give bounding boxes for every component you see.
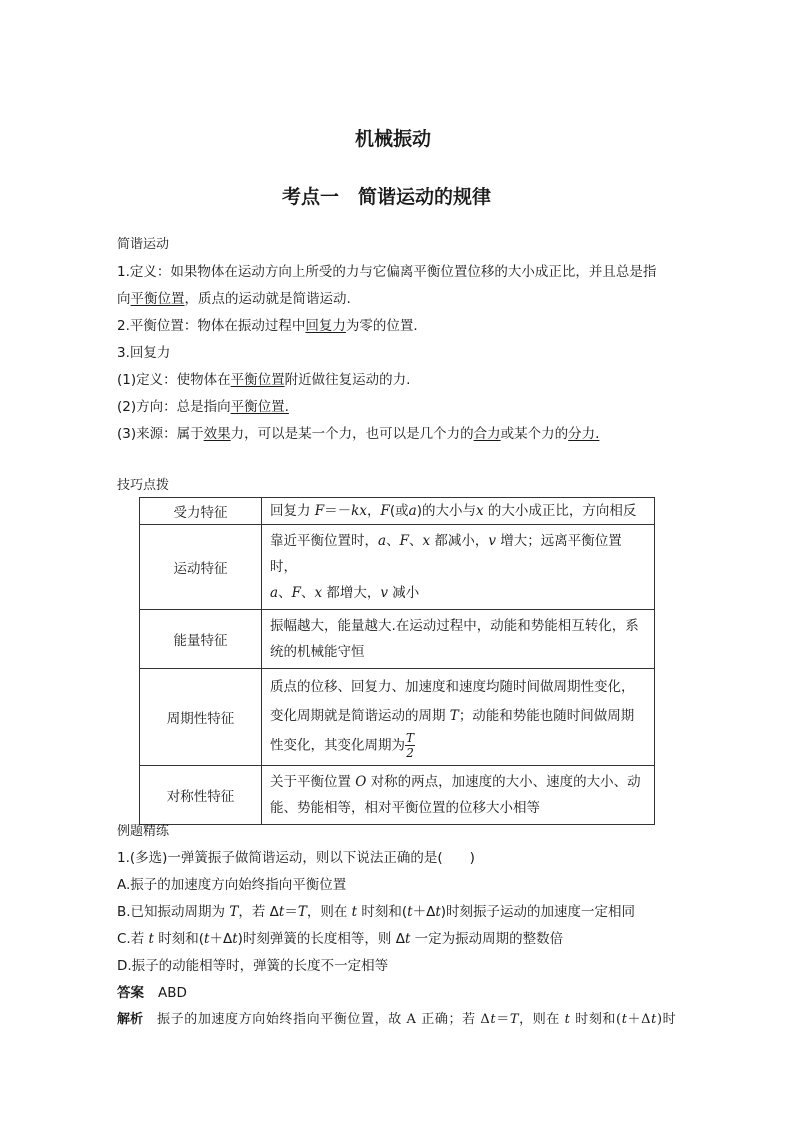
text-run: ＝ (284, 904, 298, 920)
restoring-source (117, 422, 599, 442)
math-var: T (449, 708, 459, 725)
text-run: (3)来源：属于 (117, 426, 204, 442)
option-b (117, 900, 635, 920)
text-run: ，则在 (519, 1012, 565, 1027)
text-run: 增大；远离平衡位置时， (270, 533, 622, 575)
text-run: 减小 (388, 585, 420, 601)
text-run: )时刻弹簧的长度相等，则 Δ (237, 931, 405, 947)
math-var: F (399, 533, 409, 549)
row-key: 能量特征 (140, 610, 262, 669)
underlined-term: 平衡位置 (230, 372, 285, 388)
text-run: 时刻和( (357, 904, 408, 920)
math-var: t (435, 904, 441, 920)
text-run: 附近做往复运动的力. (284, 372, 411, 388)
fraction-numerator: T (406, 731, 415, 746)
text-run: 或某个力的 (500, 426, 569, 442)
math-var: t (351, 904, 358, 920)
math-var: T (509, 1012, 520, 1027)
underlined-term: 平衡位置. (230, 399, 289, 415)
text-run: 时刻和( (570, 1012, 622, 1027)
option-d: D.振子的动能相等时，弹簧的长度不一定相等 (117, 958, 389, 974)
math-var: F (314, 503, 325, 519)
math-var: t (651, 1012, 657, 1027)
basics-heading: 简谐运动 (117, 237, 170, 252)
text-run: 时刻和( (153, 931, 205, 947)
text-run: C.若 (117, 931, 149, 947)
text-run: ＋Δ (209, 931, 233, 947)
text-run: 都减小， (430, 533, 489, 549)
features-table (139, 497, 655, 825)
text-run: 质点的位移、回复力、加速度和速度均随时间做周期性变化， (270, 679, 635, 696)
text-run: (2)方向：总是指向 (117, 399, 231, 415)
math-var: O (355, 774, 367, 790)
text-run: 变化周期就是简谐运动的周期 (270, 708, 450, 725)
text-run: (或 (389, 503, 409, 519)
math-var: t (148, 931, 154, 947)
text-run: 回复力 (270, 503, 315, 519)
text-run: 统的机械能守恒 (270, 644, 365, 660)
row-value (262, 766, 655, 825)
row-value (262, 498, 655, 525)
text-run: 2.平衡位置：物体在振动过程中 (117, 318, 306, 334)
answer-label: 答案 (117, 985, 144, 1001)
row-key: 受力特征 (140, 498, 262, 525)
text-run: 对称的两点，加速度的大小、速度的大小、动 (366, 774, 641, 790)
page-title: 机械振动 (355, 128, 432, 150)
underlined-term: 分力. (568, 426, 600, 442)
math-var: a (270, 585, 279, 601)
table-row (140, 766, 655, 825)
text-run: )的大小与 (416, 503, 476, 519)
math-var: T (297, 904, 307, 920)
text-run: 关于平衡位置 (270, 774, 356, 790)
text-run: (1)定义：使物体在 (117, 372, 231, 388)
math-var: kx (351, 503, 367, 519)
math-var: x (422, 533, 431, 549)
math-var: t (407, 904, 413, 920)
text-run: ，质点的运动就是简谐运动. (184, 291, 351, 307)
math-var: T (229, 904, 239, 920)
table-row (140, 498, 655, 525)
text-run: 的大小成正比，方向相反 (483, 503, 637, 519)
text-run: 振子的加速度方向始终指向平衡位置，故 A 正确；若 Δ (157, 1012, 491, 1027)
option-c (117, 927, 563, 947)
text-run: 能、势能相等，相对平衡位置的位移大小相等 (270, 800, 540, 816)
math-var: t (564, 1012, 571, 1027)
analysis-line (117, 1008, 676, 1027)
answer-value: ABD (158, 985, 187, 1001)
restoring-direction (117, 395, 289, 415)
underlined-term: 平衡位置 (130, 291, 185, 307)
math-var: a (408, 503, 417, 519)
text-run: )时刻振子运动的加速度一定相同 (440, 904, 636, 920)
row-key: 对称性特征 (140, 766, 262, 825)
text-run: 都增大， (322, 585, 381, 601)
row-key: 周期性特征 (140, 669, 262, 766)
row-value (262, 669, 655, 766)
math-var: F (380, 503, 390, 519)
text-run: ＝－ (324, 503, 352, 519)
text-run: B.已知振动周期为 (117, 904, 230, 920)
definition-line-2 (117, 287, 351, 307)
row-value (262, 610, 655, 669)
text-run: 一定为振动周期的整数倍 (410, 931, 564, 947)
underlined-term: 合力 (473, 426, 501, 442)
text-run: 向 (117, 291, 131, 307)
math-var: t (621, 1012, 628, 1027)
table-row (140, 669, 655, 766)
text-run: ， (366, 503, 381, 519)
table-row (140, 610, 655, 669)
text-run: 、 (278, 585, 292, 601)
answer-line (117, 981, 187, 1001)
equilibrium-line (117, 314, 418, 334)
option-a: A.振子的加速度方向始终指向平衡位置 (117, 877, 347, 893)
text-run: ＋Δ (412, 904, 436, 920)
math-var: t (232, 931, 238, 947)
math-var: t (404, 931, 411, 947)
example-heading: 例题精练 (117, 824, 170, 839)
math-var: x (475, 503, 484, 519)
math-var: v (380, 585, 388, 601)
restoring-definition (117, 368, 410, 388)
question-stem: 1.(多选)一弹簧振子做简谐运动，则以下说法正确的是( ) (117, 850, 475, 866)
fraction-t-over-2 (405, 731, 415, 760)
section-title: 考点一 简谐运动的规律 (282, 186, 492, 208)
text-run: 、 (386, 533, 400, 549)
text-run: 靠近平衡位置时， (270, 533, 378, 549)
definition-line-1: 1.定义：如果物体在运动方向上所受的力与它偏离平衡位置位移的大小成正比，并且总是指 (117, 264, 657, 280)
text-run: 为零的位置. (345, 318, 418, 334)
table-row (140, 525, 655, 610)
text-run: ，若 Δ (238, 904, 279, 920)
math-var: t (278, 904, 285, 920)
analysis-label: 解析 (117, 1012, 144, 1027)
math-var: x (314, 585, 323, 601)
text-run: )时 (656, 1012, 677, 1027)
tips-heading: 技巧点拨 (117, 478, 170, 493)
math-var: t (490, 1012, 497, 1027)
text-run: ，则在 (306, 904, 352, 920)
underlined-term: 效果 (203, 426, 231, 442)
text-run: 振幅越大，能量越大.在运动过程中，动能和势能相互转化，系 (270, 618, 639, 634)
math-var: v (488, 533, 496, 549)
text-run: 性变化，其变化周期为 (270, 737, 405, 754)
underlined-term: 回复力 (305, 318, 346, 334)
text-run: 力，可以是某一个力，也可以是几个力的 (230, 426, 474, 442)
row-key: 运动特征 (140, 525, 262, 610)
text-run: ＋Δ (627, 1012, 652, 1027)
row-value (262, 525, 655, 610)
math-var: t (204, 931, 210, 947)
fraction-denominator: 2 (406, 746, 414, 761)
text-run: ；动能和势能也随时间做周期 (458, 708, 635, 725)
text-run: 、 (300, 585, 315, 601)
restoring-force-heading: 3.回复力 (117, 345, 171, 361)
math-var: F (291, 585, 301, 601)
math-var: a (378, 533, 387, 549)
text-run: 、 (408, 533, 423, 549)
text-run: ＝ (496, 1012, 510, 1027)
